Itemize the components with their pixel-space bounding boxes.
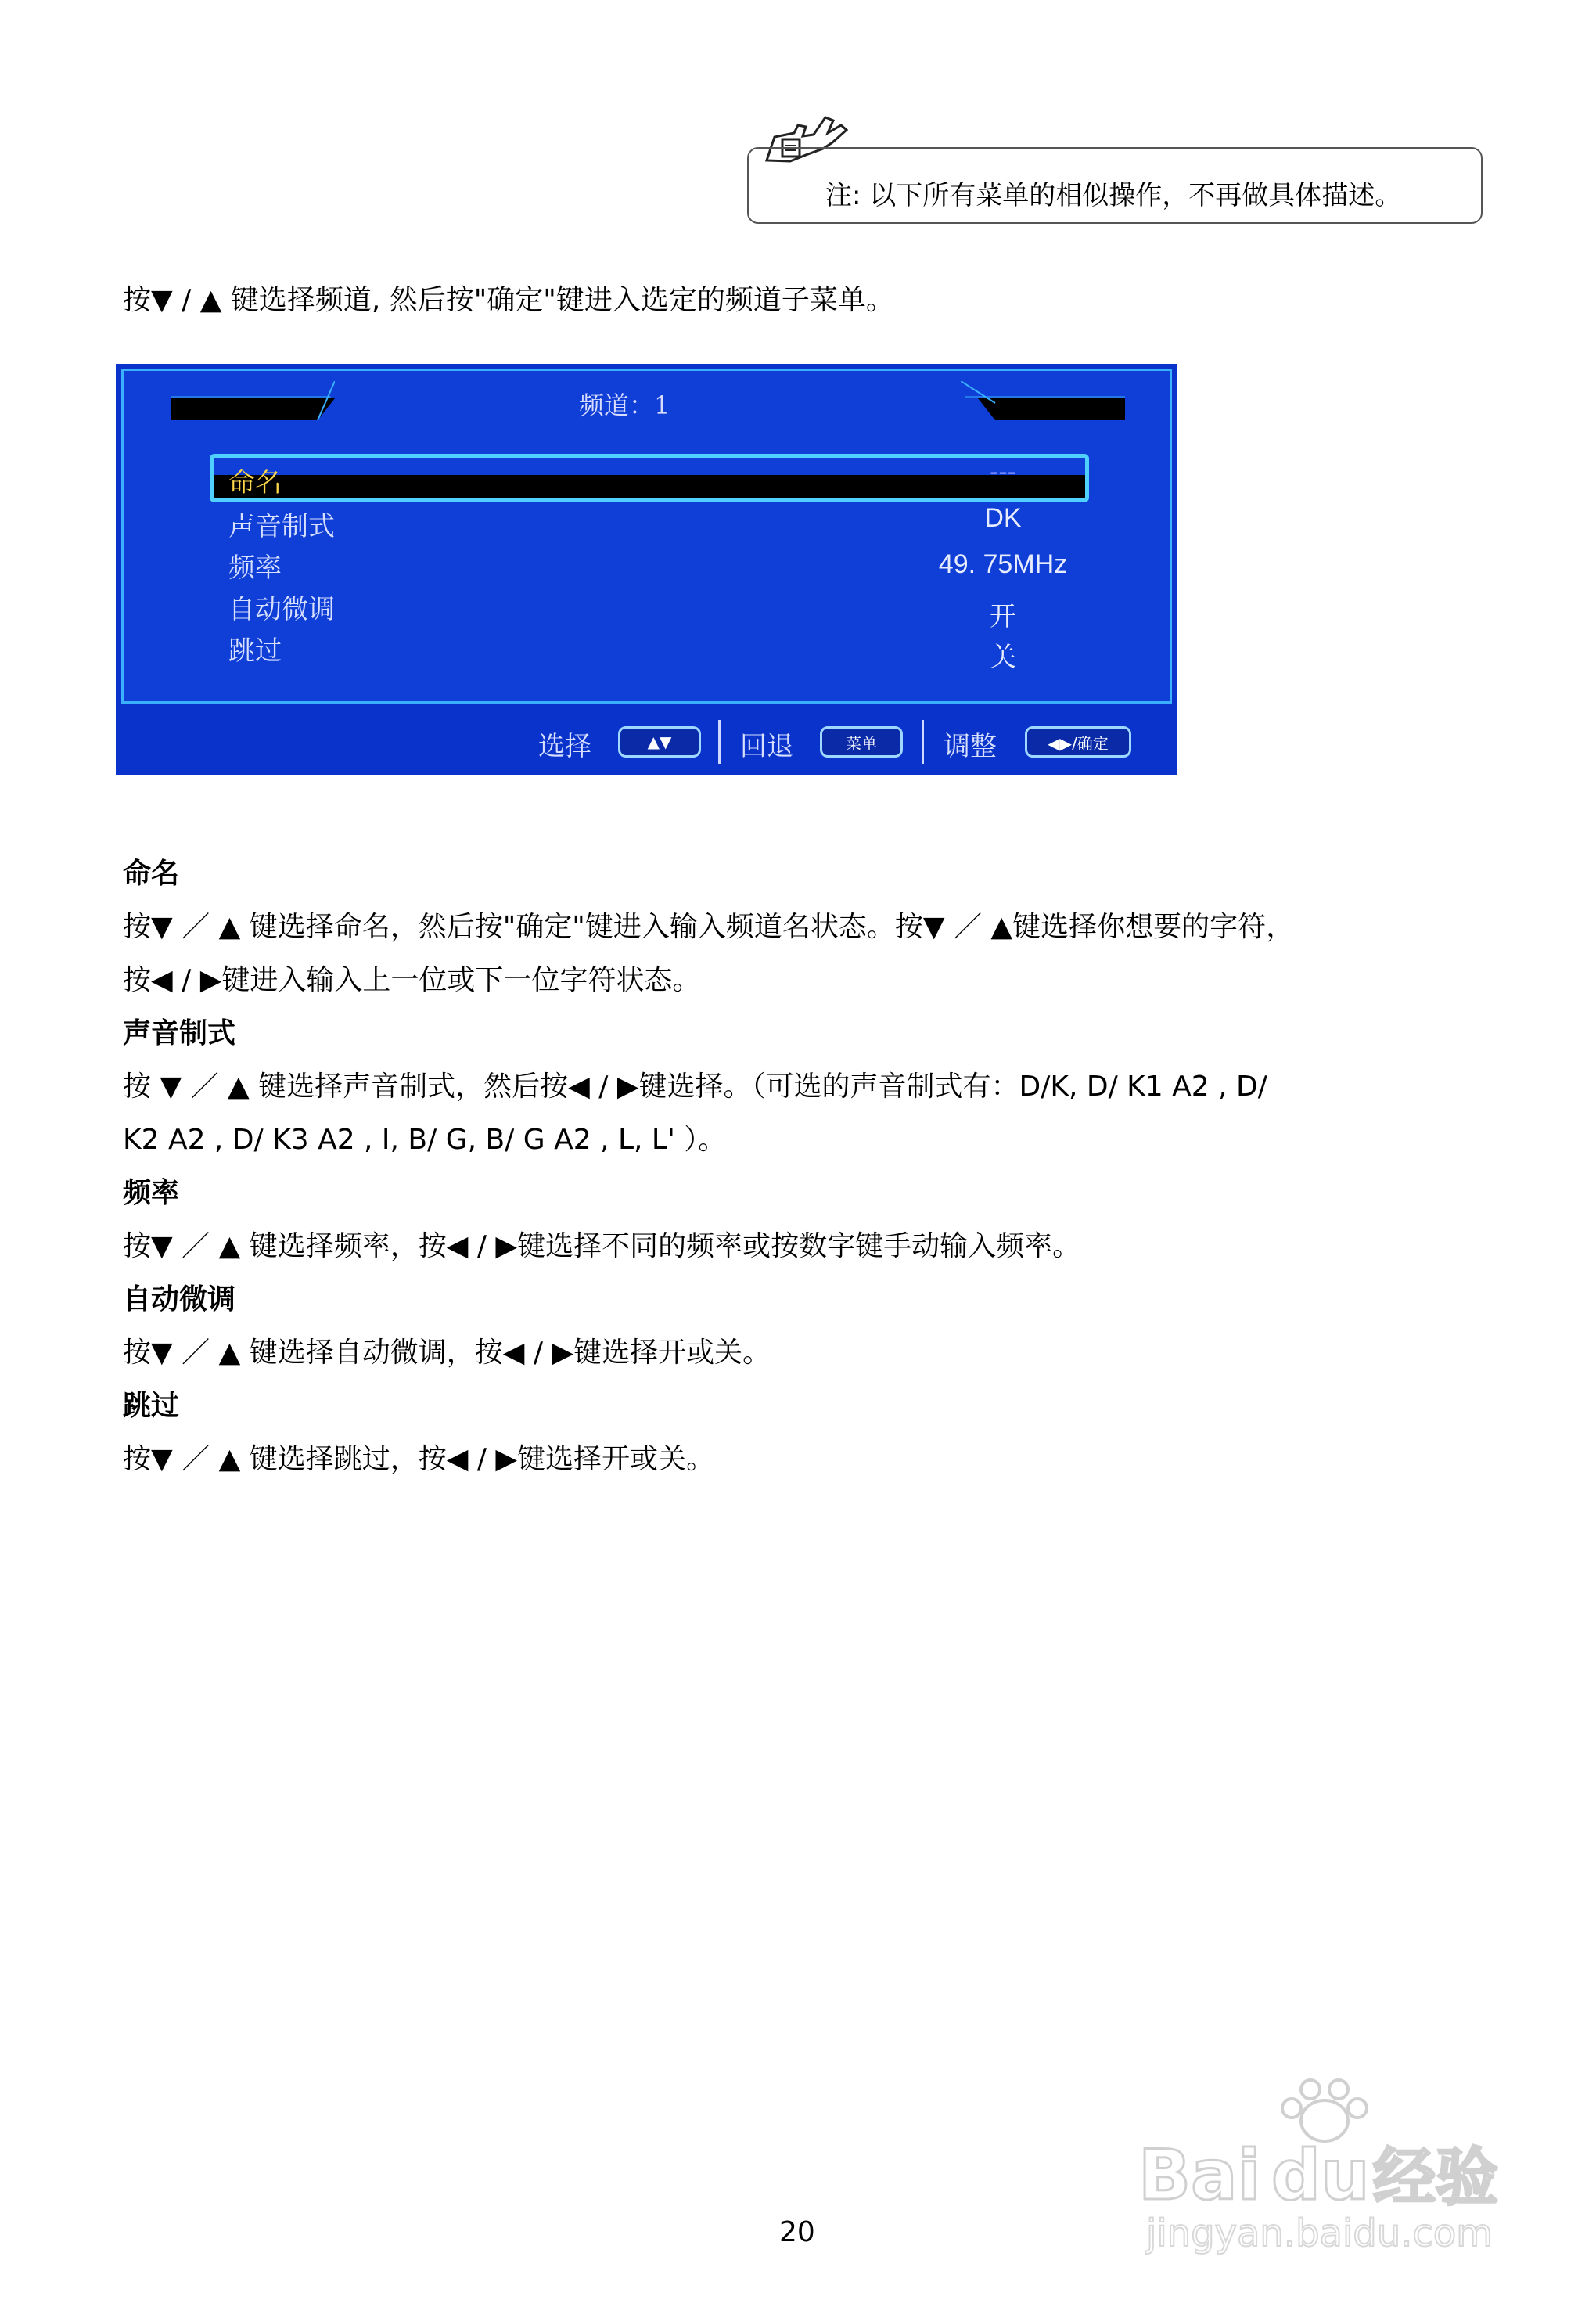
section-line: 按 ▼ ／ ▲ 键选择声音制式，然后按◀ / ▶键选择。（可选的声音制式有：D/K, D/ K1 A2 , D/ xyxy=(123,1071,1267,1103)
section-line: 按▼ ／ ▲ 键选择频率，按◀ / ▶键选择不同的频率或按数字键手动输入频率。 xyxy=(123,1230,1081,1262)
osd-row-name-value: --- xyxy=(990,457,1016,487)
section-heading: 声音制式 xyxy=(123,1017,236,1049)
footer-divider xyxy=(922,720,924,764)
osd-row-freq-label[interactable]: 频率 xyxy=(228,552,282,584)
footer-adjust-key[interactable]: ◀▶/确定 xyxy=(1025,726,1131,758)
svg-text:经验: 经验 xyxy=(1373,2141,1498,2214)
osd-row-name-label[interactable]: 命名 xyxy=(228,467,282,498)
section-line: 按▼ ／ ▲ 键选择跳过，按◀ / ▶键选择开或关。 xyxy=(123,1443,715,1475)
section-heading: 频率 xyxy=(123,1177,180,1209)
footer-back-key[interactable]: 菜单 xyxy=(820,726,903,758)
section-line: 按◀ / ▶键进入输入上一位或下一位字符状态。 xyxy=(123,964,701,996)
osd-right-tab xyxy=(961,381,1125,420)
osd-row-aft-label[interactable]: 自动微调 xyxy=(228,594,335,625)
osd-row-freq-value: 49. 75MHz xyxy=(938,549,1068,579)
section-line: 按▼ ／ ▲ 键选择命名，然后按"确定"键进入输入频道名状态。按▼ ／ ▲键选择你想要的字符， xyxy=(123,911,1295,943)
svg-text:jingyan.baidu.com: jingyan.baidu.com xyxy=(1146,2212,1493,2255)
footer-select-label: 选择 xyxy=(538,731,591,762)
osd-title: 频道：1 xyxy=(579,390,670,420)
note-text: 注: 以下所有菜单的相似操作，不再做具体描述。 xyxy=(825,180,1402,211)
intro-text: 按▼ / ▲ 键选择频道, 然后按"确定"键进入选定的频道子菜单。 xyxy=(123,284,894,316)
osd-left-tab xyxy=(171,381,335,420)
footer-divider xyxy=(718,720,721,764)
page-number: 20 xyxy=(779,2216,815,2248)
osd-row-sound-value: DK xyxy=(984,503,1022,533)
svg-text:du: du xyxy=(1271,2135,1370,2215)
footer-select-key[interactable]: ▲▼ xyxy=(618,726,701,758)
section-line: 按▼ ／ ▲ 键选择自动微调，按◀ / ▶键选择开或关。 xyxy=(123,1337,771,1369)
section-heading: 自动微调 xyxy=(123,1283,236,1315)
footer-adjust-label: 调整 xyxy=(944,731,997,762)
section-line: K2 A2 , D/ K3 A2 , I, B/ G, B/ G A2 , L, L' ）。 xyxy=(123,1124,727,1156)
baidu-watermark-logo xyxy=(1138,2074,1514,2262)
footer-back-label: 回退 xyxy=(740,731,793,762)
osd-row-skip-label[interactable]: 跳过 xyxy=(228,635,282,667)
section-heading: 跳过 xyxy=(123,1390,180,1422)
osd-row-aft-value: 开 xyxy=(990,602,1016,632)
osd-row-sound-label[interactable]: 声音制式 xyxy=(228,511,335,542)
osd-row-skip-value: 关 xyxy=(990,642,1016,672)
section-heading: 命名 xyxy=(123,858,180,890)
svg-text:Bai: Bai xyxy=(1138,2135,1261,2215)
